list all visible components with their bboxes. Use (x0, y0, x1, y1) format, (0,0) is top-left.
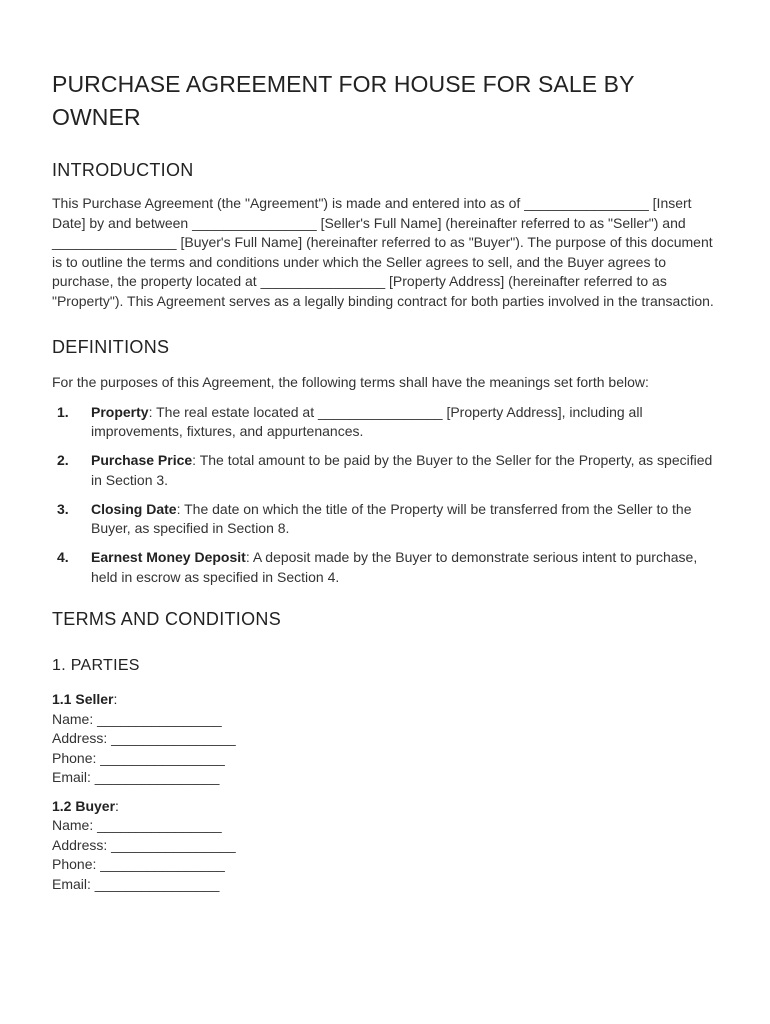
definition-text: : The date on which the title of the Property will be transferred from the Seller to the Buyer, as specified in Section 8. (91, 500, 692, 536)
buyer-block (52, 797, 722, 895)
seller-block (52, 690, 722, 788)
definition-item (52, 500, 722, 539)
buyer-heading (52, 797, 722, 817)
introduction-paragraph: This Purchase Agreement (the "Agreement") is made and entered into as of ________________ [Insert Date] by and between ________________ [Seller's Full Name] (hereinafter referred to as "Seller") and ________________ [Buyer's Full Name] (hereinafter referred to as "Buyer"). The purpose of this document is to outline the terms and conditions under which the Seller agrees to sell, and the Buyer agrees to purchase, the property located at ________________ [Property Address] (hereinafter referred to as "Property"). This Agreement serves as a legally binding contract for both parties involved in the transaction. (52, 195, 714, 309)
document-page (52, 68, 722, 894)
seller-label: 1.1 Seller (52, 691, 114, 707)
terms-heading: TERMS AND CONDITIONS (52, 609, 282, 629)
buyer-colon: : (115, 797, 119, 814)
seller-colon: : (113, 691, 118, 707)
definition-text: : The real estate located at ________________ [Property Address], including all improvements, fixtures, and appurtenances. (91, 403, 643, 439)
definition-item (52, 548, 722, 587)
definitions-list (52, 403, 722, 588)
introduction-heading: INTRODUCTION (52, 160, 194, 180)
definitions-heading: DEFINITIONS (52, 337, 170, 357)
definition-item (52, 403, 722, 442)
introduction-section (52, 159, 722, 311)
definition-number: 2. (57, 452, 69, 468)
definitions-lead: For the purposes of this Agreement, the following terms shall have the meanings set forth below: (52, 374, 649, 390)
buyer-email-field: Email: ________________ (52, 875, 220, 892)
seller-address-field: Address: ________________ (52, 730, 236, 746)
buyer-address-field: Address: ________________ (52, 836, 236, 853)
terms-section (52, 608, 722, 630)
seller-phone-field: Phone: ________________ (52, 749, 225, 766)
definition-term: Purchase Price (91, 452, 193, 468)
document-title: PURCHASE AGREEMENT FOR HOUSE FOR SALE BY OWNER (52, 71, 635, 130)
parties-heading: 1. PARTIES (52, 657, 140, 674)
definition-term: Closing Date (91, 500, 177, 517)
buyer-label: 1.2 Buyer (52, 797, 116, 814)
definition-item (52, 451, 722, 490)
definition-term: Property (91, 403, 149, 420)
seller-heading (52, 690, 722, 710)
definition-number: 3. (57, 500, 69, 517)
buyer-phone-field: Phone: ________________ (52, 856, 225, 872)
definition-text: : The total amount to be paid by the Buyer to the Seller for the Property, as specified in Section 3. (91, 452, 713, 488)
definition-number: 4. (57, 549, 69, 565)
seller-name-field: Name: ________________ (52, 710, 222, 727)
parties-section (52, 656, 722, 894)
seller-email-field: Email: ________________ (52, 769, 220, 785)
definitions-section (52, 336, 722, 587)
definition-term: Earnest Money Deposit (91, 549, 246, 565)
definition-number: 1. (57, 403, 69, 420)
definition-text: : A deposit made by the Buyer to demonstrate serious intent to purchase, held in escrow as specified in Section 4. (91, 549, 698, 585)
buyer-name-field: Name: ________________ (52, 817, 222, 833)
